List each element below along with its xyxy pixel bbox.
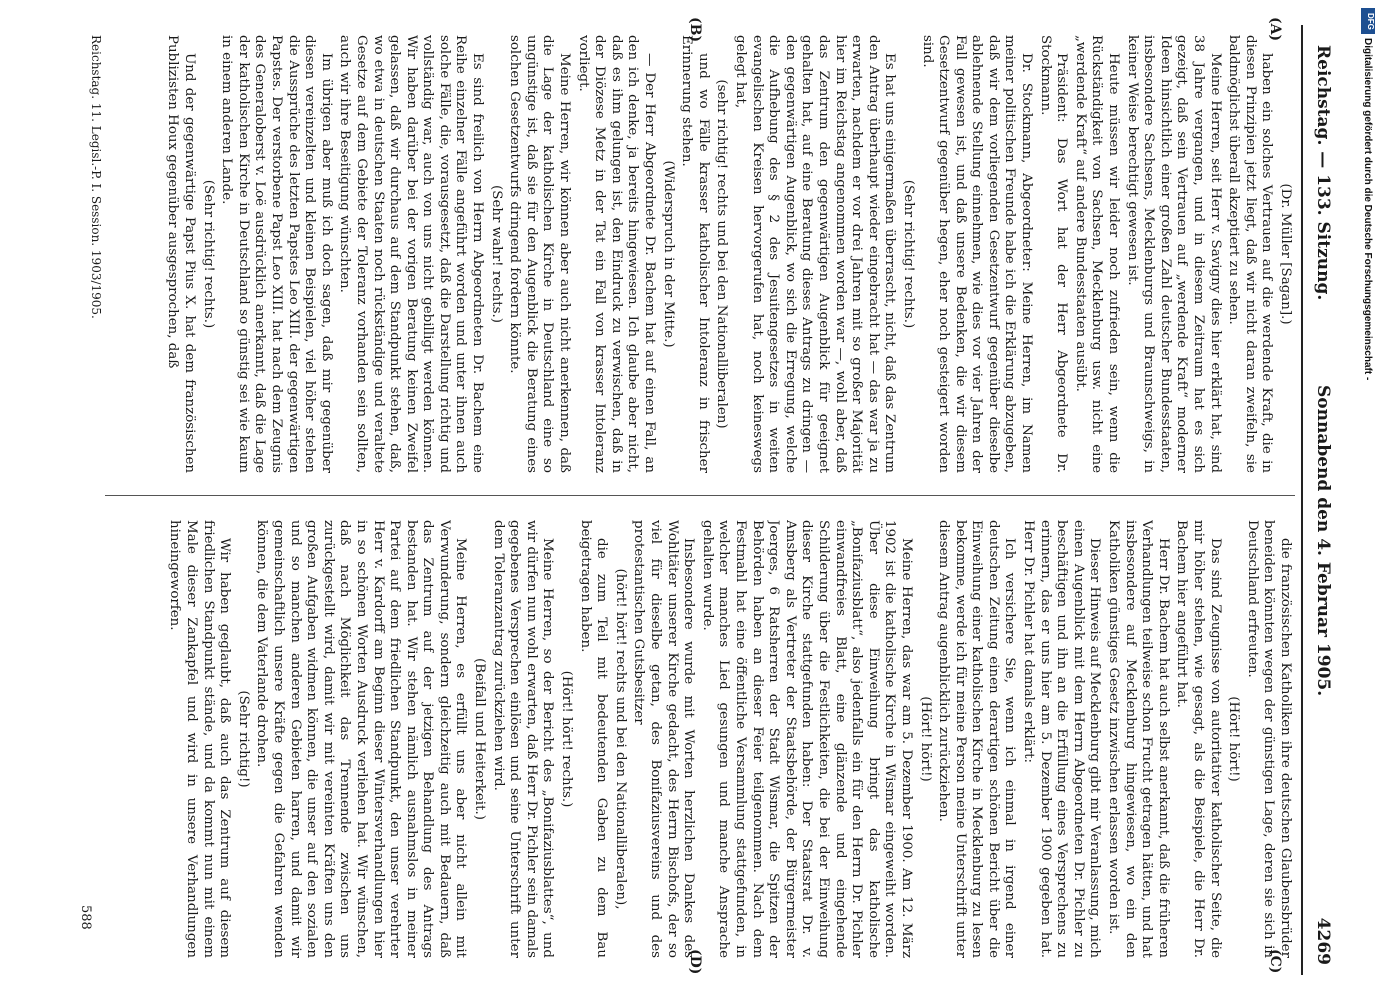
paragraph: (Hört! hört! rechts.)	[559, 670, 575, 808]
paragraph: (Hört! hört!)	[917, 696, 933, 782]
paragraph: Im übrigen aber muß ich doch sagen, daß mir gegenüber diesen vereinzelten und kleinen Beispielen, viel höher stehen die Aussprüche des letzten Papstes Leo XIII. der gegenwärtigen Papstes. Der verstorbene Papst Leo XIII. hat nach dem Zeugnis des Generaloberst v. Loë ausdrücklich anerkannt, daß die Lage der katholischen Kirche in Deutschland so günstig sei wie kaum in einem anderen Lande.	[219, 35, 334, 473]
right-column	[113, 520, 1293, 958]
paragraph: (Sehr richtig! rechts.)	[200, 179, 216, 329]
paragraph: Herr Dr. Bachem hat auch selbst anerkannt, daß die früheren Verhandlungen teilweise schon Frucht getragen hätten, und hat insbesondere auf Mecklenburg hingewiesen, wo ein den Katholiken günstiges Gesetz inzwischen erlassen worden ist.	[1106, 520, 1171, 958]
paragraph: (Sehr wahr! rechts.)	[488, 185, 504, 323]
paragraph: Das sind Zeugnisse von autoritativer katholischer Seite, die mir höher stehen, wie gesagt, als die Beispiele, die Herr Dr. Bachem hier angeführt hat.	[1174, 520, 1223, 958]
paragraph: Es hat uns einigermaßen überrascht, nicht, daß das Zentrum den Antrag überhaupt wieder eingebracht hat — das war ja zu erwarten, nachdem er vor drei Jahren mit so großer Majorität hier im Reichstag angenommen worden war —, wohl aber, daß das Zentrum den gegenwärtigen Augenblick für geeignet gehalten hat, auf eine Beratung dieses Antrags zu dringen — den gegenwärtigen Augenblick, wo sich die Erregung, welche die Aufhebung des § 2 des Jesuitengesetzes in weiten evangelischen Kreisen hervorgerufen hat, noch keineswegs gelegt hat,	[733, 35, 898, 473]
paragraph: (Sehr richtig! rechts.)	[900, 179, 916, 329]
paragraph: Wir haben geglaubt, daß auch das Zentrum auf diesem friedlichen Standpunkt stände, und da kommt nun mit einem Male dieser Zankapfel und wird in unsere Verhandlungen hineingeworfen.	[167, 520, 233, 958]
paragraph: Insbesondere wurde mit Worten herzlichen Dankes des Wohltäter unserer Kirche gedacht, des Herrn Bischofs, der so viel für dieselbe getan, des Bonifaziusvereins und des protestantischen Gutsbesitzer	[631, 520, 697, 958]
paragraph: Meine Herren, seit Herr v. Savigny dies hier erklärt hat, sind 38 Jahre vergangen, und in diesem Zeitraum hat es sich gezeigt, daß sein Vertrauen auf „werdende Kraft“ moderner Ideen hinsichtlich einer großen Zahl deutscher Bundesstaaten, insbesondere Sachsens, Mecklenburgs und Braunschweigs, in keiner Weise berechtigt gewesen ist.	[1124, 35, 1223, 473]
paragraph: (hört! hört! rechts und bei den Nationalliberalen),	[612, 568, 628, 910]
column-divider	[105, 495, 1295, 496]
marker-d: (D)	[687, 949, 703, 975]
paragraph: — Der Herr Abgeordnete Dr. Bachem hat auf einen Fall, an den ich denke, ja bereits hingewiesen. Ich glaube aber nicht, daß es ihm gelungen ist, den Eindruck zu verwischen, daß in der Diözese Metz in der Tat ein Fall von krasser Intoleranz vorliegt.	[575, 35, 658, 473]
paragraph: Es sind freilich von Herrn Abgeordneten Dr. Bachem eine Reihe einzelner Fälle angeführt worden und unter ihnen auch solche Fälle, die, vorausgesetzt, daß die Darstellung richtig und vollständig war, auch von uns nicht gebilligt werden können. Wir haben darüber bei der vorigen Beratung keinen Zweifel gelassen, daß wir durchaus auf dem Standpunkt stehen, daß, wo etwa in deutschen Staaten noch rückständige und veraltete Gesetze auf dem Gebiete der Toleranz vorhanden sein sollten, auch wir ihre Beseitigung wünschten.	[337, 35, 486, 473]
paragraph: (Hört! hört!)	[1226, 696, 1242, 782]
paragraph: die zum Teil mit bedeutenden Gaben zu dem Bau beigetragen haben.	[577, 520, 610, 958]
footer-note: Reichstag. 11. Legisl.-P. I. Session. 1903/1905.	[89, 35, 103, 319]
paragraph: (Widerspruch in der Mitte.)	[660, 160, 676, 348]
paragraph: haben ein solches Vertrauen auf die werdende Kraft, die in diesen Prinzipien jetzt liegt, daß wir nicht daran zweifeln, sie baldmöglichst überall akzeptiert zu sehen.	[1226, 35, 1275, 473]
left-column	[113, 35, 1293, 473]
paragraph: Dieser Hinweis auf Mecklenburg gibt mir Veranlassung, mich einen Augenblick mit dem Herrn Abgeordneten Dr. Pichler zu beschäftigen und ihn an die Erfüllung eines Versprechens zu erinnern, das er uns hier am 5. Dezember 1900 gegeben hat. Herr Dr. Pichler hat damals erklärt:	[1021, 520, 1103, 958]
marker-a: (A)	[1267, 17, 1283, 42]
paragraph: Heute müssen wir leider noch zufrieden sein, wenn die Rückständigkeit von Sachsen, Mecklenburg usw. nicht eine „werdende Kraft“ auf andere Bundesstaaten ausübt.	[1072, 35, 1122, 473]
header-left: Reichstag. — 133. Sitzung.	[1313, 45, 1333, 301]
paragraph: Präsident: Das Wort hat der Herr Abgeordnete Dr. Stockmann.	[1037, 35, 1070, 473]
paragraph: (Sehr richtig!)	[235, 690, 251, 788]
marker-c: (C)	[1267, 949, 1283, 974]
paragraph: Meine Herren, es erfüllt uns aber nicht allein mit Verwunderung, sondern gleichzeitig auch mit Bedauern, daß das Zentrum auf der jetzigen Behandlung des Antrags bestanden hat. Wir stehen nämlich ausnahmslos in meiner Partei auf dem friedlichen Standpunkt, den unser verehrter Herr v. Kardorff am Beginn dieser Wintersverhandlungen hier in so schönen Worten Ausdruck verliehen hat. Wir wünschen, daß nach Möglichkeit das Trennende zwischen uns zurückgestellt wird, damit wir mit vereinten Kräften uns den großen Aufgaben widmen können, die unser auf den sozialen und so manchen anderen Gebieten harren, und damit wir gemeinschaftlich unsere Kräfte gegen die Gefahren wenden können, die dem Vaterlande drohen.	[254, 520, 469, 958]
paragraph: die französischen Katholiken ihre deutschen Glaubensbrüder beneiden könnten wegen der günstigen Lage, deren sie sich in Deutschland erfreuten.	[1244, 520, 1293, 958]
paragraph: Und der gegenwärtige Papst Pius X. hat dem französischen Publizisten Houx gegenüber ausgesprochen, daß	[165, 35, 197, 473]
paragraph: (Dr. Müller [Sagan].)	[1278, 183, 1293, 325]
paragraph: und wo Fälle krasser katholischer Intoleranz in frischer Erinnerung stehen.	[679, 35, 711, 473]
marker-b: (B)	[687, 17, 703, 43]
paragraph: (sehr richtig! rechts und bei den Nationalliberalen)	[714, 79, 730, 429]
running-header	[1303, 25, 1343, 975]
footer-page-number: 588	[78, 905, 93, 930]
header-center: Sonnabend den 4. Februar 1905.	[1313, 385, 1333, 697]
paragraph: Meine Herren, das war am 5. Dezember 1900. Am 12. März 1902 ist die katholische Kirche in Wismar eingeweiht worden. Über diese Einweihung bringt das katholische „Bonifaziusblatt“, also jedenfalls ein für den Herrn Dr. Pichler einwandfreies Blatt, eine glänzende und eingehende Schilderung über die Festlichkeiten, die bei der Einweihung dieser Kirche stattgefunden haben: Der Staatsrat Dr. v. Amsberg als Vertreter der Staatsbehörde, der Bürgermeister Joerges, 6 Ratsherren der Stadt Wismar, die Spitzen der Behörden haben an dieser Feier teilgenommen. Nach dem Festmahl hat eine öffentliche Versammlung stattgefunden, in welcher manches Lied gesungen und manche Ansprache gehalten wurde.	[699, 520, 914, 958]
side-credit	[1355, 8, 1377, 993]
header-page-number: 4269	[1313, 917, 1333, 965]
paragraph: Meine Herren, so der Bericht des „Bonifaziusblattes“, und wir dürfen nun wohl erwarten, daß Herr Dr. Pichler sein damals gegebenes Versprechen einlösen und seine Unterschrift unter dem Toleranzantrag zurückziehen wird.	[490, 520, 556, 958]
paragraph: Dr. Stockmann, Abgeordneter: Meine Herren, im Namen meiner politischen Freunde habe ich die Erklärung abzugeben, daß wir dem vorliegenden Gesetzentwurf gegenüber dieselbe ablehnende Stellung einnehmen, wie dies vor vier Jahren der Fall gewesen ist, und daß unsere Bedenken, die wir diesem Gesetzentwurf gegenüber hegen, eher noch gesteigert worden sind.	[919, 35, 1035, 473]
rotated-document	[63, 17, 1343, 975]
paragraph: Ich versichere Sie, wenn ich einmal in irgend einer deutschen Zeitung einen derartigen schönen Bericht über die Einweihung einer katholischen Kirche in Mecklenburg zu lesen bekomme, werde ich für meine Person meine Unterschrift unter diesem Antrag augenblicklich zurückziehen.	[936, 520, 1018, 958]
side-credit-text: Digitalisierung gefördert durch die Deutsche Forschungsgemeinschaft -	[1362, 38, 1373, 381]
header-rule	[1301, 25, 1303, 975]
paragraph: Meine Herren, wir können aber auch nicht anerkennen, daß die Lage der katholischen Kirche in Deutschland eine so ungünstige ist, daß sie für den Augenblick die Beratung eines solchen Gesetzentwurfs dringend fordern könnte.	[507, 35, 573, 473]
dfg-logo: DFG	[1361, 8, 1375, 34]
paragraph: (Beifall und Heiterkeit.)	[472, 658, 488, 820]
